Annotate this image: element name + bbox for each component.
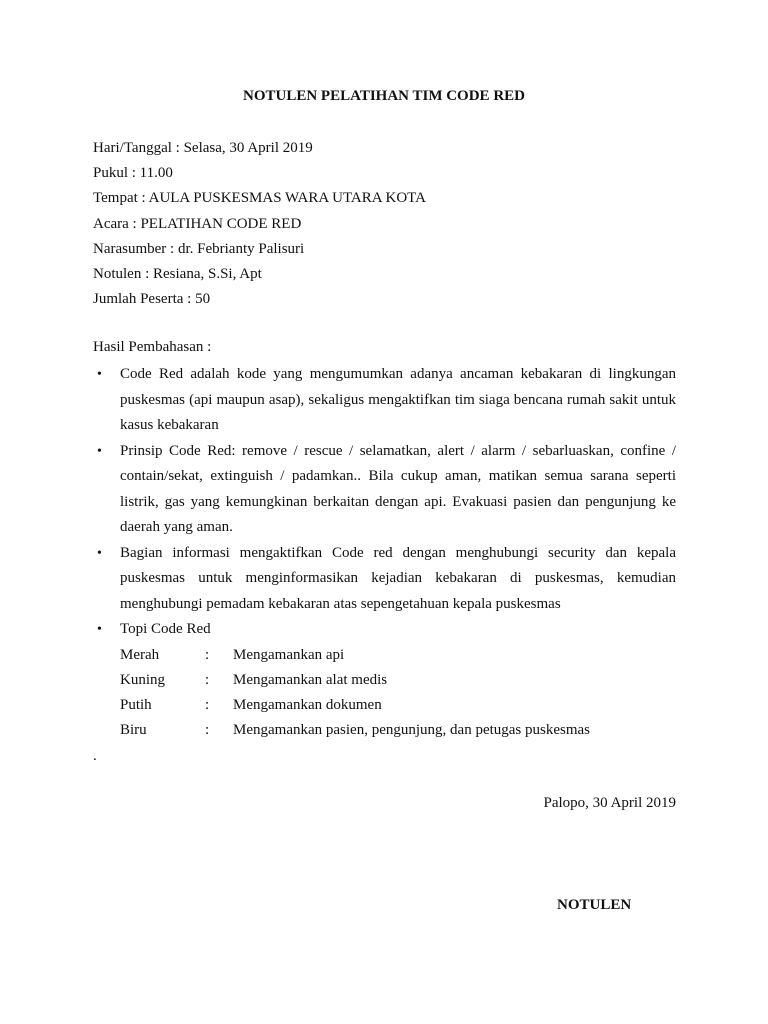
discussion-list — [93, 362, 676, 743]
list-item-text: Code Red adalah kode yang mengumumkan adanya ancaman kebakaran di lingkungan puskesmas (api maupun asap), sekaligus mengaktifkan tim siaga bencana rumah sakit untuk kasus kebakaran — [120, 366, 676, 433]
signer-label: NOTULEN — [557, 897, 632, 913]
table-row — [120, 693, 676, 718]
list-item-text: Topi Code Red — [120, 621, 211, 637]
helmet-color: Biru — [120, 722, 147, 739]
bullet-icon: • — [97, 367, 102, 382]
separator: : — [205, 671, 210, 688]
list-item — [93, 541, 676, 618]
bullet-icon: • — [97, 622, 102, 637]
helmet-role: Mengamankan alat medis — [233, 671, 388, 688]
list-item — [93, 617, 676, 743]
separator: : — [205, 646, 210, 663]
document-title: NOTULEN PELATIHAN TIM CODE RED — [243, 88, 525, 104]
stray-period: . — [93, 748, 97, 764]
helmet-color-table — [120, 643, 676, 744]
list-item-text: Bagian informasi mengaktifkan Code red dengan menghubungi security dan kepala puskesmas untuk menginformasikan kejadian kebakaran di puskesmas, kemudian menghubungi pemadam kebakaran atas sepengetahuan kepala puskesmas — [120, 544, 676, 612]
table-row — [120, 718, 676, 743]
helmet-role: Mengamankan pasien, pengunjung, dan petugas puskesmas — [233, 722, 591, 739]
meta-date: Hari/Tanggal : Selasa, 30 April 2019 — [93, 140, 313, 156]
table-row — [120, 643, 676, 668]
separator: : — [205, 722, 210, 739]
place-date: Palopo, 30 April 2019 — [543, 795, 676, 811]
bullet-icon: • — [97, 443, 102, 459]
meta-time: Pukul : 11.00 — [93, 165, 173, 182]
meta-notetaker: Notulen : Resiana, S.Si, Apt — [93, 266, 262, 283]
discussion-heading: Hasil Pembahasan : — [93, 339, 212, 355]
helmet-color: Merah — [120, 646, 160, 663]
list-item-text: Prinsip Code Red: remove / rescue / selamatkan, alert / alarm / sebarluaskan, confine / contain/sekat, extinguish / padamkan.. Bila cukup aman, matikan semua sarana seperti listrik, gas yang kemungkinan berkaitan dengan api. Evakuasi pasien dan pengunjung ke daerah yang aman. — [120, 442, 676, 535]
list-item — [93, 362, 676, 439]
meta-place: Tempat : AULA PUSKESMAS WARA UTARA KOTA — [93, 190, 426, 207]
helmet-color: Putih — [120, 696, 152, 713]
table-row — [120, 668, 676, 693]
helmet-color: Kuning — [120, 671, 165, 688]
separator: : — [205, 696, 210, 713]
helmet-role: Mengamankan api — [233, 646, 345, 663]
list-item — [93, 439, 676, 541]
meeting-details — [93, 136, 426, 312]
bullet-icon: • — [97, 545, 102, 561]
helmet-role: Mengamankan dokumen — [233, 696, 382, 713]
meta-participants: Jumlah Peserta : 50 — [93, 291, 211, 308]
meta-speaker: Narasumber : dr. Febrianty Palisuri — [93, 240, 305, 257]
meta-event: Acara : PELATIHAN CODE RED — [93, 215, 302, 232]
